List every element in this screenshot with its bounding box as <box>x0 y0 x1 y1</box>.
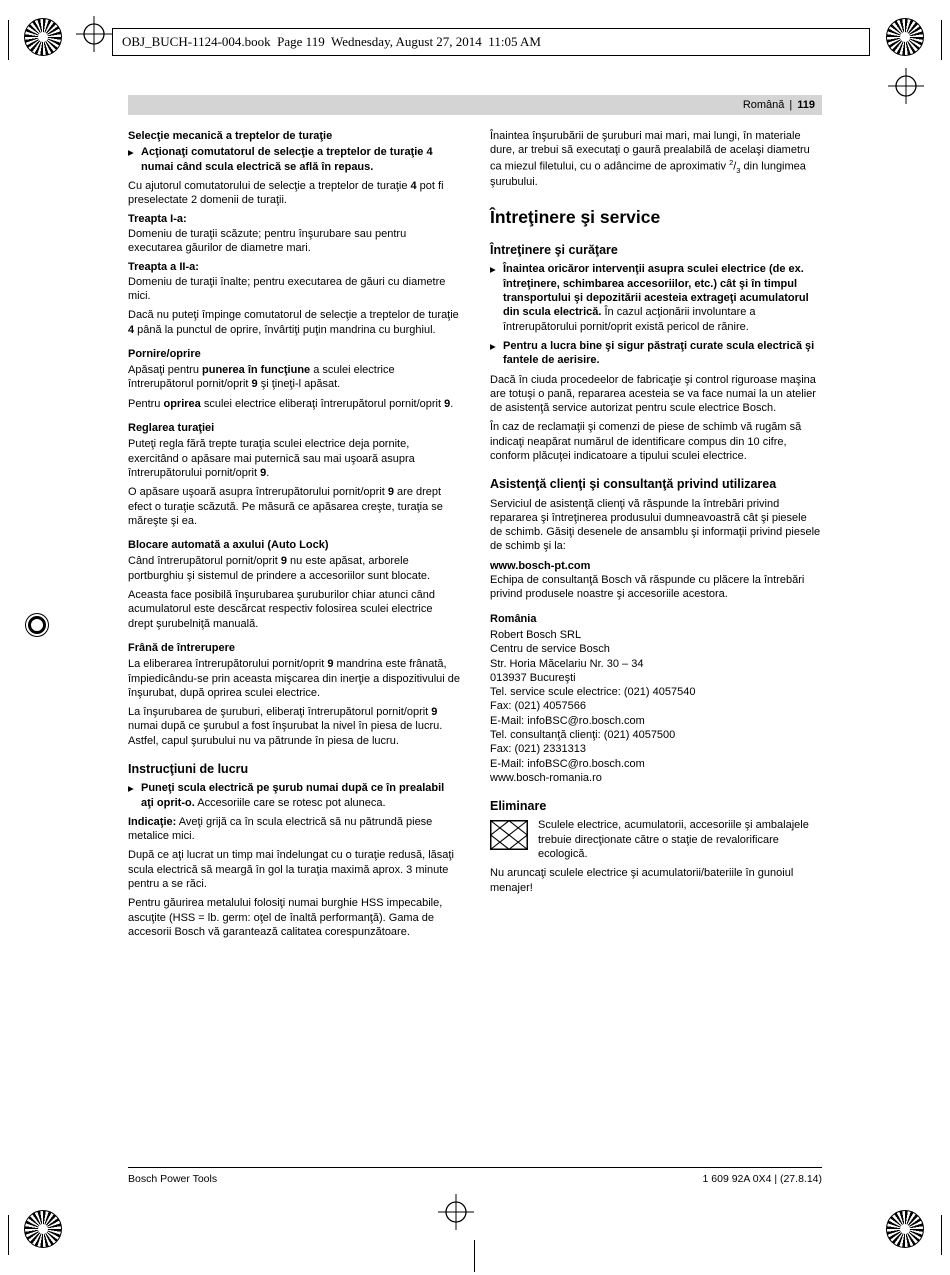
bold-text-segment: punerea în funcţiune <box>202 364 311 377</box>
bullet-item <box>490 339 822 368</box>
icon-paragraph-text <box>538 818 822 861</box>
paragraph <box>128 815 460 844</box>
bold-text-segment: Treapta a II-a: <box>128 261 199 274</box>
crop-mark-line <box>8 1215 9 1255</box>
paragraph <box>490 129 822 189</box>
text-line <box>490 757 822 771</box>
bullet-text <box>141 781 460 810</box>
text-segment: E-Mail: infoBSC@ro.bosch.com <box>490 714 645 727</box>
paragraph <box>128 554 460 583</box>
text-line <box>490 642 822 656</box>
crop-mark-line <box>8 20 9 60</box>
text-segment: Fax: (021) 2331313 <box>490 743 587 756</box>
bold-text-segment: oprirea <box>163 397 201 410</box>
text-line <box>128 260 460 274</box>
paragraph <box>128 179 460 208</box>
page-content <box>128 129 822 944</box>
bold-text-segment: 9 <box>431 706 438 719</box>
text-segment: Aceasta face posibilă înşurubarea şuruburilor chiar atunci când acumulatorul este descărcat respectiv folosirea sculei electrice drept şurubelniţă manuală. <box>128 589 435 630</box>
text-segment: mandrina este frânată, împiedicându-se prin aceasta mişcarea din inerţie a dispozitivului de înşurubat, după oprirea sculei electrice. <box>128 658 461 699</box>
paragraph <box>128 397 460 411</box>
text-segment: Întreţinere şi curăţare <box>490 243 618 258</box>
bold-text-segment: 4 <box>128 323 135 336</box>
paragraph-heading <box>128 538 460 552</box>
bold-text-segment: 9 <box>260 466 267 479</box>
page-header-bar <box>128 95 822 115</box>
text-segment: Robert Bosch SRL <box>490 628 582 641</box>
text-segment: O apăsare uşoară asupra întrerupătorului pornit/oprit <box>128 486 388 499</box>
crosshair-target-icon <box>888 68 924 104</box>
paragraph <box>128 657 460 700</box>
paragraph <box>128 896 460 939</box>
subsection-heading <box>128 761 460 777</box>
right-column <box>490 129 822 944</box>
paragraph <box>128 588 460 631</box>
text-segment: 3 <box>736 165 741 175</box>
text-line <box>490 685 822 699</box>
header-separator: | <box>789 99 793 111</box>
text-segment: 2 <box>729 157 734 167</box>
text-segment: E-Mail: infoBSC@ro.bosch.com <box>490 757 645 770</box>
bold-text-segment: Acţionaţi comutatorul de selecţie a treptelor de turaţie 4 numai când scula electrică se află în repaus. <box>141 146 433 173</box>
paragraph <box>490 866 822 895</box>
bold-text-segment: Înaintea oricăror intervenţii asupra sculei electrice (de ex. întreţinere, schimbarea accesoriilor, etc.) cât şi în timpul transportului şi depozitării acesteia extrageţi acumulatorul din scula electrică. <box>503 263 809 319</box>
banner-text: OBJ_BUCH-1124-004.book Page 119 Wednesday, August 27, 2014 11:05 AM <box>122 34 541 49</box>
text-segment: Instrucţiuni de lucru <box>128 761 249 776</box>
bold-text-segment: 9 <box>444 397 451 410</box>
text-segment: Tel. consultanţă clienţi: (021) 4057500 <box>490 729 676 742</box>
text-line <box>490 671 822 685</box>
subsection-heading <box>490 798 822 814</box>
crop-mark-line <box>941 1215 942 1255</box>
bullet-item <box>128 145 460 174</box>
text-segment: Nu aruncaţi sculele electrice şi acumulatorii/bateriile în gunoiul menajer! <box>490 867 794 894</box>
text-segment: Puteţi regla fără trepte turaţia sculei electrice deja pornite, exercitând o apăsare mai puternică sau mai uşoară asupra întrerupătorului pornit/oprit <box>128 438 415 479</box>
text-segment: are drept efect o turaţie scăzută. Pe măsură ce apăsarea creşte, turaţia se măreşte şi ea. <box>128 486 443 527</box>
text-segment: Blocare automată a axului (Auto Lock) <box>128 539 329 552</box>
bullet-text <box>141 145 460 174</box>
paragraph <box>490 420 822 463</box>
paragraph <box>128 227 460 256</box>
text-segment: nu este apăsat, arborele portburghiu şi sistemul de prindere a accesoriilor sunt blocate. <box>128 555 431 582</box>
text-line <box>490 657 822 671</box>
text-segment: Centru de service Bosch <box>490 643 610 656</box>
text-segment: Selecţie mecanică a treptelor de turaţie <box>128 130 333 142</box>
text-segment: Reglarea turaţiei <box>128 422 215 435</box>
subsection-heading <box>490 242 822 258</box>
footer-rule <box>128 1167 822 1168</box>
text-line <box>490 699 822 713</box>
text-segment: Pentru găurirea metalului folosiţi numai burghie HSS impecabile, ascuţite (HSS = lb. germ: oţel de înaltă performanţă). Gama de accesorii Bosch vă garantează calitatea corespunzătoare. <box>128 897 443 938</box>
text-line <box>490 771 822 785</box>
registration-starburst-icon <box>24 1210 62 1248</box>
bullet-arrow-icon: ▶ <box>490 265 496 275</box>
text-segment: Pornire/oprire <box>128 347 201 360</box>
paragraph <box>128 308 460 337</box>
text-segment: . <box>450 397 454 410</box>
left-column <box>128 129 460 944</box>
bold-text-segment: Pentru a lucra bine şi sigur păstraţi curate scula electrică şi fantele de aerisire. <box>503 339 815 367</box>
bold-text-segment: 9 <box>327 658 334 671</box>
bullet-item <box>490 262 822 333</box>
text-segment: Aveţi grijă ca în scula electrică să nu pătrundă piese metalice mici. <box>128 815 433 843</box>
registration-starburst-icon <box>24 18 62 56</box>
text-segment: La înşurubarea de şuruburi, eliberaţi întrerupătorul pornit/oprit <box>128 706 432 719</box>
text-segment: Întreţinere şi service <box>490 207 661 228</box>
text-segment: Asistenţă clienţi şi consultanţă privind utilizarea <box>490 477 777 492</box>
paragraph <box>128 363 460 392</box>
bullet-arrow-icon: ▶ <box>490 341 496 351</box>
text-segment: Cu ajutorul comutatorului de selecţie a treptelor de turaţie <box>128 179 411 192</box>
paragraph <box>128 848 460 891</box>
text-segment: Când întrerupătorul pornit/oprit <box>128 555 281 568</box>
footer-document-number: 1 609 92A 0X4 | (27.8.14) <box>702 1173 822 1185</box>
bold-text-segment: www.bosch-pt.com <box>490 559 591 572</box>
text-segment: din lungimea şurubului. <box>490 160 806 189</box>
subsection-heading <box>490 476 822 492</box>
registration-starburst-icon <box>886 18 924 56</box>
text-segment: Dacă nu puteţi împinge comutatorul de selecţie a treptelor de turaţie <box>128 309 459 322</box>
paragraph-heading <box>128 641 460 655</box>
bold-text-segment: 9 <box>280 555 287 568</box>
text-segment: Accesoriile care se rotesc pot aluneca. <box>194 796 386 809</box>
crop-mark-line <box>474 1240 475 1272</box>
bold-text-segment: 9 <box>251 378 258 391</box>
bold-text-segment: 4 <box>410 179 417 192</box>
bullet-item <box>128 781 460 810</box>
text-segment: Tel. service scule electrice: (021) 4057540 <box>490 686 696 699</box>
paragraph <box>128 705 460 748</box>
text-line <box>128 212 460 226</box>
text-segment: până la punctul de oprire, învârtiţi puţin mandrina cu burghiul. <box>134 323 436 336</box>
text-line <box>490 714 822 728</box>
text-line <box>490 628 822 642</box>
text-segment: şi ţineţi-l apăsat. <box>257 378 341 391</box>
text-segment: Eliminare <box>490 799 547 814</box>
paragraph <box>128 275 460 304</box>
text-segment: Serviciul de asistenţă clienţi vă răspunde la întrebări privind repararea şi întreţinerea produsului dumneavoastră cât şi piesele de schimb. Găsiţi desenele de ansamblu şi informaţii privind piesele de schimb şi la: <box>490 497 821 553</box>
text-segment: Domeniu de turaţii înalte; pentru executarea de găuri cu diametre mici. <box>128 275 446 302</box>
recycling-icon <box>490 820 528 850</box>
text-segment: . <box>266 466 270 479</box>
text-segment: Domeniu de turaţii scăzute; pentru înşurubare sau pentru executarea găurilor de diametre mari. <box>128 227 407 255</box>
paragraph <box>490 573 822 602</box>
paragraph-heading <box>128 129 460 143</box>
crosshair-target-icon <box>76 16 112 52</box>
text-segment: Dacă în ciuda procedeelor de fabricaţie şi control riguroase maşina are totuşi o pană, repararea acesteia se va face numai la un atelier de asistenţă service autorizat pentru scule electrice Bosch. <box>490 373 816 415</box>
paragraph-heading <box>128 421 460 435</box>
crosshair-target-icon <box>438 1194 474 1230</box>
text-segment: 013937 Bucureşti <box>490 671 576 684</box>
footer-brand: Bosch Power Tools <box>128 1173 218 1185</box>
text-line <box>490 559 822 573</box>
text-segment: Apăsaţi pentru <box>128 364 202 377</box>
file-info-banner <box>112 28 870 56</box>
registration-starburst-icon <box>886 1210 924 1248</box>
text-segment: sculei electrice eliberaţi întrerupătorul pornit/oprit <box>200 397 445 410</box>
text-segment: În caz de reclamaţii şi comenzi de piese de schimb vă rugăm să indicaţi neapărat numărul de identificare compus din 10 cifre, conform plăcuţei indicatoare a tipului sculei electrice. <box>490 421 802 463</box>
text-line <box>490 742 822 756</box>
bold-text-segment: Treapta I-a: <box>128 213 187 226</box>
paragraph <box>128 437 460 480</box>
text-segment: pot fi preselectate 2 domenii de turaţii. <box>128 179 444 207</box>
header-page-number: 119 <box>797 99 815 111</box>
bullet-arrow-icon: ▶ <box>128 148 134 158</box>
paragraph-heading <box>490 612 822 626</box>
text-segment: / <box>733 160 737 173</box>
section-heading <box>490 206 822 229</box>
bullet-arrow-icon: ▶ <box>128 784 134 794</box>
text-segment: Pentru <box>128 397 164 410</box>
bold-text-segment: Puneţi scula electrică pe şurub numai după ce în prealabil aţi oprit-o. <box>141 782 445 809</box>
text-segment: Str. Horia Măcelariu Nr. 30 – 34 <box>490 657 644 670</box>
text-segment: La eliberarea întrerupătorului pornit/oprit <box>128 658 328 671</box>
text-segment: Frână de întrerupere <box>128 641 235 654</box>
paragraph-heading <box>128 347 460 361</box>
header-language: Română <box>742 99 785 111</box>
page-footer <box>128 1173 822 1185</box>
text-segment: a sculei electrice întrerupătorul pornit/oprit <box>128 364 395 391</box>
paragraph <box>490 373 822 416</box>
paragraph <box>128 485 460 528</box>
bold-text-segment: 9 <box>387 486 394 499</box>
bullseye-registration-icon <box>28 616 46 634</box>
text-segment: www.bosch-romania.ro <box>490 771 602 784</box>
text-segment: Înaintea înşurubării de şuruburi mai mari, mai lungi, în materiale dure, ar trebui să executaţi o gaură prealabilă de acelaşi diametru ca miezul filetului, cu o adâncime de aproximativ <box>490 130 810 173</box>
bold-text-segment: Indicaţie: <box>128 815 177 828</box>
text-segment: În cazul acţionării involuntare a întrerupătorului pornit/oprit există pericol de rănire. <box>503 306 756 333</box>
text-segment: România <box>490 612 537 625</box>
bullet-text <box>503 339 822 368</box>
paragraph <box>490 497 822 554</box>
text-segment: numai după ce şurubul a fost înşurubat la nivel în piesa de lucru. Astfel, capul şurubului nu va pătrunde în piesa de lucru. <box>128 720 443 747</box>
text-segment: Echipa de consultanţă Bosch vă răspunde cu plăcere la întrebări privind produsele noastre şi accesoriile acestora. <box>490 574 805 601</box>
icon-paragraph <box>490 818 822 861</box>
text-segment: După ce aţi lucrat un timp mai îndelungat cu o turaţie redusă, lăsaţi scula electrică să meargă în gol la turaţia maximă aprox. 3 minute pentru a se răci. <box>128 849 454 891</box>
text-segment: Fax: (021) 4057566 <box>490 700 587 713</box>
text-line <box>490 728 822 742</box>
bullet-text <box>503 262 822 333</box>
text-segment: Sculele electrice, acumulatorii, accesoriile şi ambalajele trebuie direcţionate către o staţie de revalorificare ecologică. <box>538 819 809 861</box>
crop-mark-line <box>941 20 942 60</box>
